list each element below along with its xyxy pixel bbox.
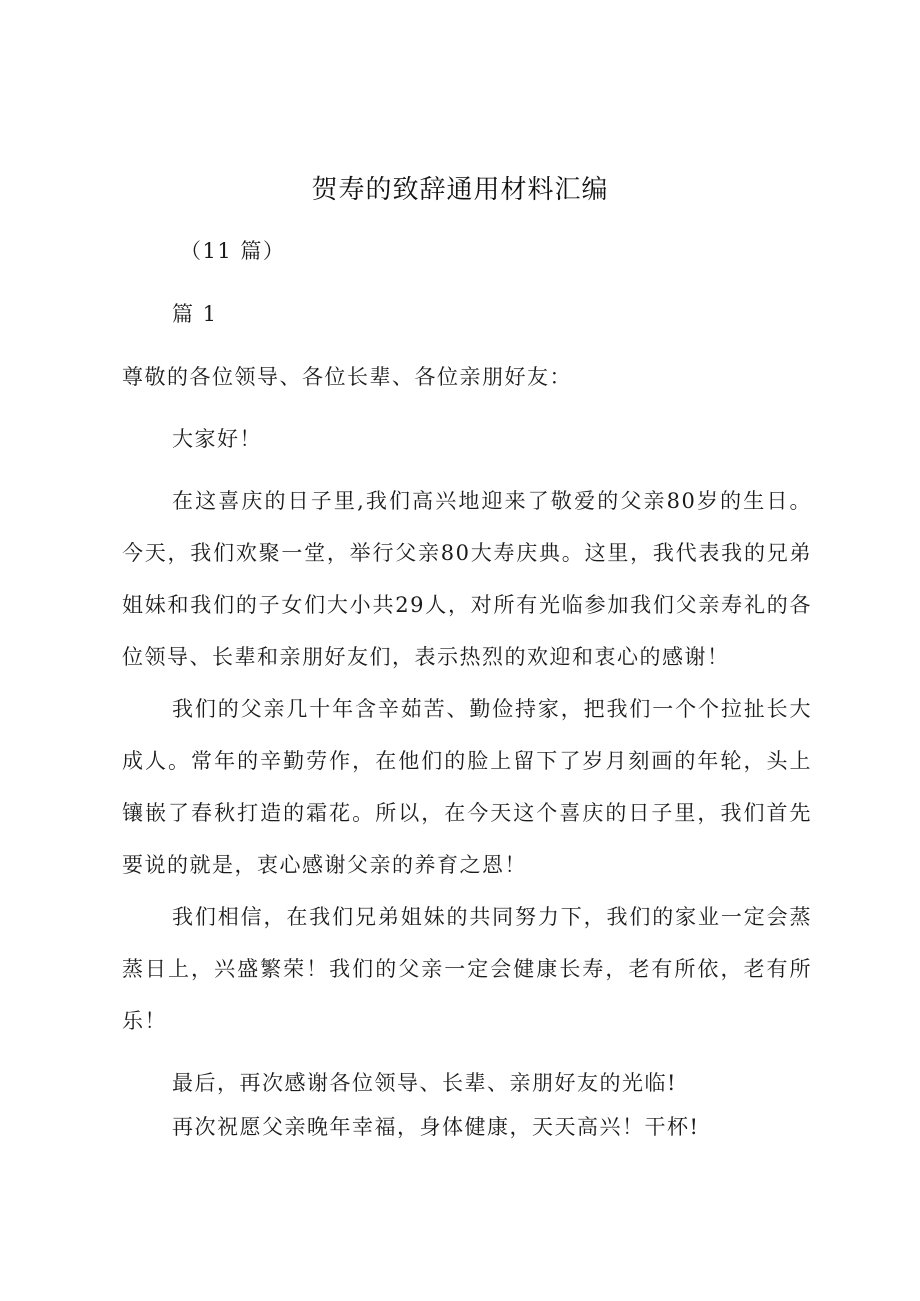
section-label: 篇 1: [172, 302, 218, 326]
paragraph: 我们相信，在我们兄弟姐妹的共同努力下，我们的家业一定会蒸蒸日上，兴盛繁荣！我们的父亲一定会健康长寿，老有所依，老有所乐！: [122, 905, 812, 1033]
document-subtitle: （11 篇）: [180, 239, 286, 263]
document-title: 贺寿的致辞通用材料汇编: [311, 175, 609, 205]
closing-line: 再次祝愿父亲晚年幸福，身体健康，天天高兴！干杯!: [172, 1115, 700, 1139]
salutation: 尊敬的各位领导、各位长辈、各位亲朋好友：: [122, 365, 572, 389]
closing-line: 最后，再次感谢各位领导、长辈、亲朋好友的光临!: [172, 1071, 677, 1095]
greeting: 大家好！: [172, 427, 262, 451]
paragraph: 在这喜庆的日子里,我们高兴地迎来了敬爱的父亲80岁的生日。今天，我们欢聚一堂，举行父亲80大寿庆典。这里，我代表我的兄弟姐妹和我们的子女们大小共29人，对所有光临参加我们父亲寿礼的各位领导、长辈和亲朋好友们，表示热烈的欢迎和衷心的感谢！: [122, 489, 812, 669]
paragraph: 我们的父亲几十年含辛茹苦、勤俭持家，把我们一个个拉扯长大成人。常年的辛勤劳作，在他们的脸上留下了岁月刻画的年轮，头上镶嵌了春秋打造的霜花。所以，在今天这个喜庆的日子里，我们首先要说的就是，衷心感谢父亲的养育之恩！: [122, 697, 812, 877]
